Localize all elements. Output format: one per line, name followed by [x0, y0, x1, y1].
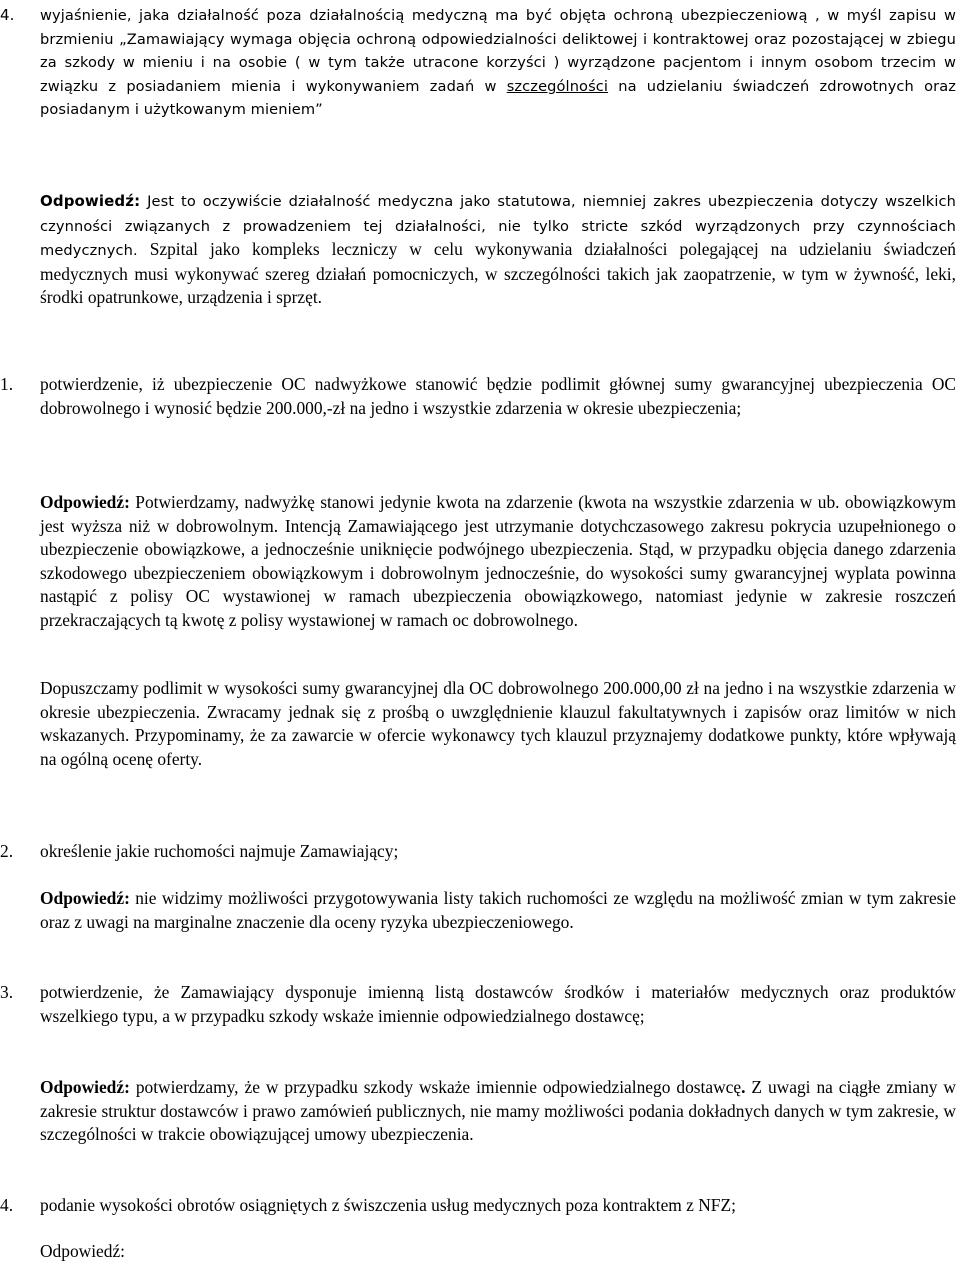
- answer-2: [40, 887, 956, 934]
- answer-4-text-serif: Szpital jako kompleks leczniczy w celu wykonywania działalności polegającej na udzielaniu świadczeń medycznych musi wykonywać szereg działań pomocniczych, w szczególności takich jak zaopatrzenie, w tym w żywność, leki, środki opatrunkowe, urządzenia i sprzęt.: [40, 239, 956, 308]
- question-4-number: 4.: [0, 6, 15, 24]
- answer-1-label: Odpowiedź:: [40, 492, 130, 512]
- answer-3-text-a: potwierdzamy, że w przypadku szkody wskaże imiennie odpowiedzialnego dostawcę: [129, 1077, 742, 1097]
- question-2-text: określenie jakie ruchomości najmuje Zamawiający;: [40, 841, 399, 861]
- answer-3-bold-dot: .: [741, 1077, 746, 1097]
- answer-2-label: Odpowiedź:: [40, 888, 130, 908]
- question-1-number: 1.: [0, 374, 14, 394]
- question-3-number: 3.: [0, 982, 14, 1002]
- answer-1-text: Potwierdzamy, nadwyżkę stanowi jedynie kwota na zdarzenie (kwota na wszystkie zdarzenia w ub. obowiązkowym jest wyższa niż w dobrowolnym. Intencją Zamawiającego jest utrzymanie dotychczasowego zakresu pokrycia uzupełnionego o ubezpieczenie obowiązkowe, a jednocześnie uniknięcie podwójnego ubezpieczenia. Stąd, w przypadku objęcia danego zdarzenia szkodowego ubezpieczeniem obowiązkowym i dobrowolnym jednocześnie, do wysokości sumy gwarancyjnej wyplata powinna nastąpić z polisy OC wystawionej w ramach ubezpieczenia obowiązkowego, natomiast jedynie w zakresie roszczeń przekraczających tą kwotę z polisy wystawionej w ramach oc dobrowolnego.: [40, 492, 956, 630]
- question-4b-text: podanie wysokości obrotów osiągniętych z świszczenia usług medycznych poza kontraktem z NFZ;: [40, 1195, 736, 1215]
- question-4-underlined-word: szczególności: [506, 77, 609, 95]
- question-4b-number: 4.: [0, 1195, 14, 1215]
- answer-2-text: nie widzimy możliwości przygotowywania listy takich ruchomości ze względu na możliwość zmian w tym zakresie oraz z uwagi na marginalne znaczenie dla oceny ryzyka ubezpieczeniowego.: [40, 888, 956, 932]
- question-4-text: [40, 4, 956, 122]
- answer-4-label: Odpowiedź:: [40, 192, 141, 210]
- question-4-text-pre: wyjaśnienie, jaka działalność poza działalnością medyczną ma być objęta ochroną ubezpieczeniową , w myśl zapisu w brzmieniu „Zamawiający wymaga objęcia ochroną odpowiedzialności deliktowej i kontraktowej oraz pozostającej w zbiegu za szkody w mieniu i na osobie ( w tym także utracone korzyści ) wyrządzone pacjentom i innym osobom trzecim w związku z posiadaniem mienia i wykonywaniem zadań w: [40, 7, 956, 95]
- question-3-text: potwierdzenie, że Zamawiający dysponuje imienną listą dostawców środków i materiałów medycznych oraz produktów wszelkiego typu, a w przypadku szkody wskaże imiennie odpowiedzialnego dostawcę;: [40, 982, 956, 1026]
- answer-4b-label: Odpowiedź:: [40, 1241, 126, 1261]
- answer-4: [40, 189, 956, 310]
- question-1-text: potwierdzenie, iż ubezpieczenie OC nadwyżkowe stanowić będzie podlimit głównej sumy gwarancyjnej ubezpieczenia OC dobrowolnego i wynosić będzie 200.000,-zł na jedno i wszystkie zdarzenia w okresie ubezpieczenia;: [40, 374, 956, 418]
- answer-1-paragraph-2: Dopuszczamy podlimit w wysokości sumy gwarancyjnej dla OC dobrowolnego 200.000,00 zł na jedno i na wszystkie zdarzenia w okresie ubezpieczenia. Zwracamy jednak się z prośbą o uwzględnienie klauzul fakultatywnych i zapisów oraz limitów w nich wskazanych. Przypominamy, że za zawarcie w ofercie wykonawcy tych klauzul przyznajemy dodatkowe punkty, które wpływają na ogólną ocenę oferty.: [40, 678, 956, 769]
- answer-3-label: Odpowiedź:: [40, 1077, 130, 1097]
- answer-3-text-b: Z uwagi na ciągłe zmiany w zakresie struktur dostawców i prawo zamówień publicznych, nie mamy możliwości podania dokładnych danych w tym zakresie, w szczególności w trakcie obowiązującej umowy ubezpieczenia.: [40, 1077, 956, 1145]
- answer-4-text-sans: Jest to oczywiście działalność medyczna jako statutowa, niemniej zakres ubezpieczenia dotyczy wszelkich czynności związanych z prowadzeniem tej działalności, nie tylko stricte szkód wyrządzonych przy czynnościach medycznych.: [40, 193, 956, 260]
- question-4-text-post: na udzielaniu świadczeń zdrowotnych oraz posiadanym i użytkowanym mieniem”: [40, 77, 957, 119]
- answer-3: [40, 1076, 956, 1147]
- answer-1: [40, 491, 956, 633]
- question-2-number: 2.: [0, 841, 14, 861]
